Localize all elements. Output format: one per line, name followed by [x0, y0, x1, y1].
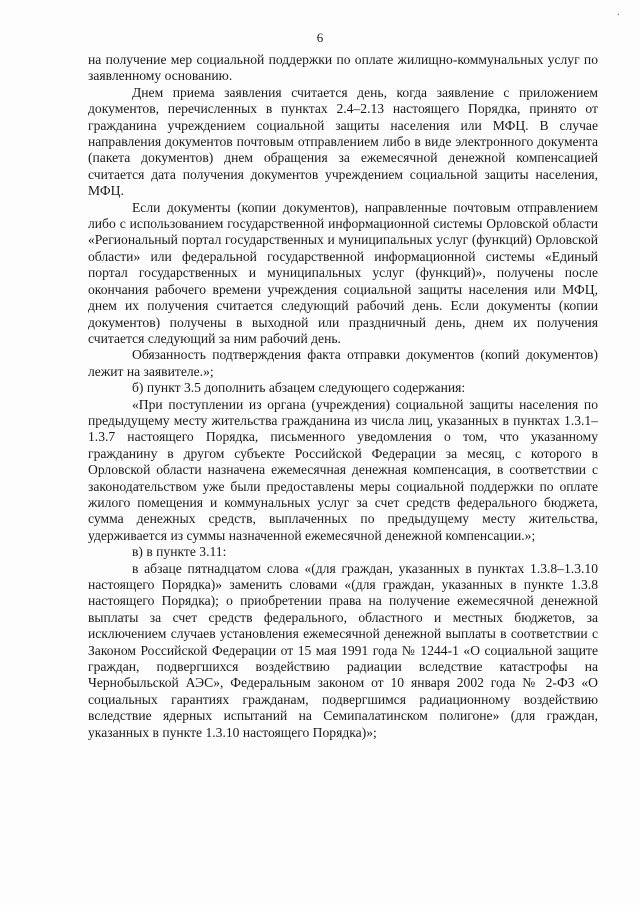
- paragraph: в) в пункте 3.11:: [132, 544, 227, 560]
- paragraph: Если документы (копии документов), направленные почтовым отправлением либо с использованием государственной информационной системы Орловской области «Региональный портал государственных и муниципальных услуг (функций) Орловской области» или федеральной государственной информационной системы «Единый портал государственных и муниципальных услуг (функций)», получены после окончания рабочего времени учреждения социальной защиты населения или МФЦ, днем их получения считается следующий рабочий день. Если документы (копии документов) получены в выходной или праздничный день, днем их получения считается следующий за ним рабочий день.: [88, 199, 598, 346]
- paragraph: в абзаце пятнадцатом слова «(для граждан, указанных в пунктах 1.3.8–1.3.10 настоящего Порядка)» заменить словами «(для граждан, указанных в пункте 1.3.8 настоящего Порядка); о приобретении права на получение ежемесячной денежной выплаты за счет средств федерального, областного и местных бюджетов, за исключением случаев установления ежемесячной денежной выплаты в соответствии с Законом Российской Федерации от 15 мая 1991 года № 1244-1 «О социальной защите граждан, подвергшихся воздействию радиации вследствие катастрофы на Чернобыльской АЭС», Федеральным законом от 10 января 2002 года № 2-ФЗ «О социальных гарантиях гражданам, подвергшимся радиационному воздействию вследствие ядерных испытаний на Семипалатинском полигоне» (для граждан, указанных в пункте 1.3.10 настоящего Порядка)»;: [88, 560, 598, 740]
- paragraph: Днем приема заявления считается день, когда заявление с приложением документов, перечисленных в пунктах 2.4–2.13 настоящего Порядка, принято от гражданина учреждением социальной защиты населения или МФЦ. В случае направления документов почтовым отправлением либо в виде электронного документа (пакета документов) днем обращения за ежемесячной денежной компенсацией считается дата получения документов учреждением социальной защиты населения, МФЦ.: [88, 84, 598, 199]
- document-body: [88, 52, 598, 741]
- paragraph: Обязанность подтверждения факта отправки документов (копий документов) лежит на заявителе.»;: [88, 347, 598, 379]
- paragraph: на получение мер социальной поддержки по оплате жилищно-коммунальных услуг по заявленному основанию.: [88, 52, 598, 84]
- paragraph: б) пункт 3.5 дополнить абзацем следующего содержания:: [132, 380, 466, 396]
- paragraph: «При поступлении из органа (учреждения) социальной защиты населения по предыдущему месту жительства гражданина из числа лиц, указанных в пунктах 1.3.1–1.3.7 настоящего Порядка, письменного уведомления о том, что указанному гражданину в другом субъекте Российской Федерации за месяц, с которого в Орловской области назначена ежемесячная денежная компенсация, в соответствии с законодательством уже были предоставлены меры социальной поддержки по оплате жилого помещения и коммунальных услуг за счет средств федерального бюджета, сумма денежных средств, выплаченных по предыдущему месту жительства, удерживается из суммы назначенной ежемесячной денежной компенсации.»;: [88, 396, 598, 543]
- corner-mark: ·: [616, 10, 620, 21]
- page-number: 6: [316, 30, 324, 45]
